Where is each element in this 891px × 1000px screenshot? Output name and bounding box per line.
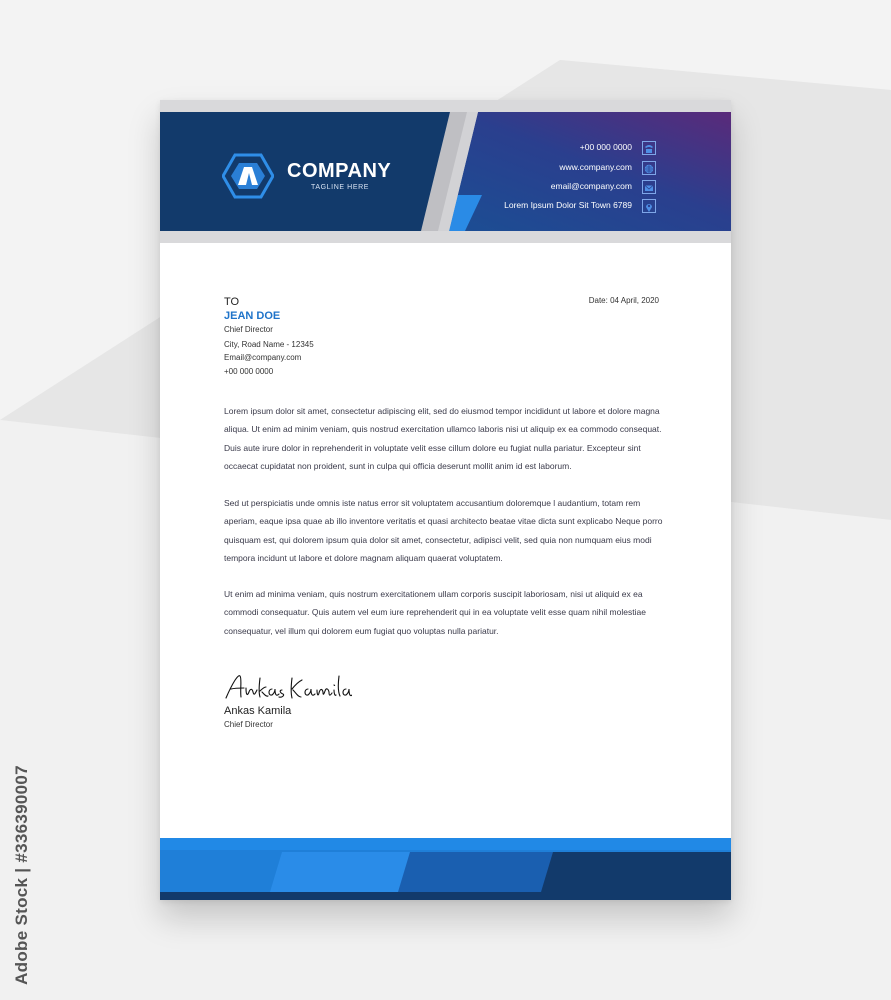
side-watermark-text: Adobe Stock | #336390007	[12, 765, 31, 985]
globe-icon	[642, 161, 656, 175]
side-watermark	[14, 760, 30, 990]
company-name: COMPANY	[287, 160, 392, 182]
recipient-address: City, Road Name - 12345	[224, 340, 314, 349]
recipient-title: Chief Director	[224, 325, 273, 334]
contact-address: Lorem Ipsum Dolor Sit Town 6789	[504, 200, 632, 210]
contact-email: email@company.com	[550, 181, 632, 191]
header-top-band	[160, 100, 731, 112]
signer-title: Chief Director	[224, 720, 273, 729]
recipient-phone: +00 000 0000	[224, 367, 274, 376]
body-paragraph-1: Lorem ipsum dolor sit amet, consectetur adipiscing elit, sed do eiusmod tempor incididunt ut labore et dolore magna aliqua. Ut enim ad minim veniam, quis nostrud exercitation ullamco laboris nisi ut aliquip ex ea commodo consequat. Duis aute irure dolor in reprehenderit in voluptate velit esse cillum dolore eu fugiat nulla pariatur. Excepteur sint occaecat cupidatat non proident, sunt in culpa qui officia deserunt mollit anim id est laborum.	[224, 406, 662, 471]
recipient-email: Email@company.com	[224, 353, 302, 362]
phone-icon	[642, 141, 656, 155]
company-tagline: TAGLINE HERE	[311, 184, 370, 191]
location-pin-icon	[642, 199, 656, 213]
body-paragraph-2: Sed ut perspiciatis unde omnis iste natus error sit voluptatem accusantium doloremque l audantium, totam rem aperiam, eaque ipsa quae ab illo inventore veritatis et quasi architecto beatae vitae dicta sunt explicabo Neque porro quisquam est, qui dolorem ipsum quia dolor sit amet, consectetur, adipisci velit, sed quia non numquam eius modi tempora incidunt ut labore et dolore magnam aliquam quaerat voluptatem.	[224, 498, 663, 563]
letterhead-page	[160, 100, 731, 900]
hexagon-logo-icon	[222, 153, 274, 199]
to-label: TO	[224, 296, 240, 308]
handwritten-signature	[222, 670, 352, 704]
signer-name: Ankas Kamila	[224, 705, 292, 717]
body-paragraph-3: Ut enim ad minima veniam, quis nostrum exercitationem ullam corporis suscipit laboriosam, nisi ut aliquid ex ea commodi consequatur. Quis autem vel eum iure reprehenderit qui in ea voluptate velit esse quam nihil molestiae consequatur, vel illum qui dolorem eum fugiat quo voluptas nulla pariatur.	[224, 589, 646, 636]
contact-website: www.company.com	[559, 162, 632, 172]
letter-date: Date: 04 April, 2020	[588, 296, 659, 305]
contact-phone: +00 000 0000	[579, 142, 632, 152]
mail-icon	[642, 180, 656, 194]
footer-banner	[160, 838, 731, 900]
header-bottom-band	[160, 231, 731, 243]
recipient-name: JEAN DOE	[224, 310, 281, 322]
